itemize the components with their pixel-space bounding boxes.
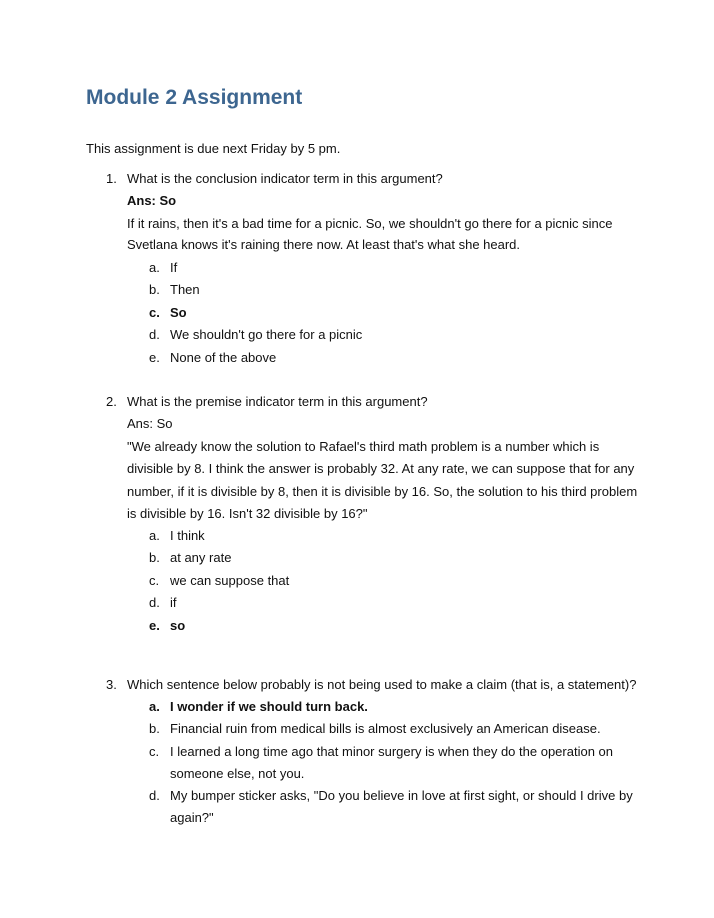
- answer-text: Ans: So: [127, 416, 173, 431]
- option-text: Then: [170, 282, 200, 297]
- option-text: at any rate: [170, 550, 232, 565]
- option-text: We shouldn't go there for a picnic: [170, 327, 363, 342]
- option-letter: b.: [149, 550, 160, 565]
- option-letter: b.: [149, 282, 160, 297]
- option-text: My bumper sticker asks, "Do you believe in love at first sight, or should I drive by: [170, 788, 633, 803]
- option-letter: a.: [149, 260, 160, 275]
- answer-text: Ans: So: [127, 193, 177, 208]
- passage-line: Svetlana knows it's raining there now. At least that's what she heard.: [127, 237, 521, 252]
- option-text-continued: someone else, not you.: [170, 766, 305, 781]
- intro-text: This assignment is due next Friday by 5 pm.: [86, 141, 341, 156]
- option-text: Financial ruin from medical bills is almost exclusively an American disease.: [170, 721, 601, 736]
- option-text: I learned a long time ago that minor surgery is when they do the operation on: [170, 744, 613, 759]
- option-letter: b.: [149, 721, 160, 736]
- option-text: if: [170, 595, 177, 610]
- option-text: I think: [170, 528, 205, 543]
- option-letter: d.: [149, 327, 160, 342]
- question-number: 2.: [106, 394, 117, 409]
- passage-line: is divisible by 16. Isn't 32 divisible by 16?": [127, 506, 368, 521]
- option-text: we can suppose that: [170, 573, 290, 588]
- passage-line: number, if it is divisible by 8, then it is divisible by 16. So, the solution to his third problem: [127, 484, 638, 499]
- passage-line: If it rains, then it's a bad time for a picnic. So, we shouldn't go there for a picnic since: [127, 216, 613, 231]
- option-letter: c.: [149, 744, 160, 759]
- option-text: If: [170, 260, 178, 275]
- passage-line: "We already know the solution to Rafael's third math problem is a number which is: [127, 439, 600, 454]
- page-title: Module 2 Assignment: [86, 86, 303, 109]
- option-text: so: [170, 618, 186, 633]
- option-text: None of the above: [170, 350, 277, 365]
- option-text: I wonder if we should turn back.: [170, 699, 368, 714]
- option-letter: c.: [149, 305, 160, 320]
- option-letter: d.: [149, 788, 160, 803]
- question-text: What is the conclusion indicator term in this argument?: [127, 171, 443, 186]
- option-text: So: [170, 305, 187, 320]
- option-letter: e.: [149, 618, 160, 633]
- option-letter: d.: [149, 595, 160, 610]
- option-text-continued: again?": [170, 810, 214, 825]
- option-letter: e.: [149, 350, 160, 365]
- passage-line: divisible by 8. I think the answer is probably 32. At any rate, we can suppose that for any: [127, 461, 635, 476]
- option-letter: c.: [149, 573, 160, 588]
- question-number: 1.: [106, 171, 117, 186]
- question-number: 3.: [106, 677, 117, 692]
- option-letter: a.: [149, 528, 160, 543]
- option-letter: a.: [149, 699, 160, 714]
- question-text: What is the premise indicator term in this argument?: [127, 394, 428, 409]
- question-text: Which sentence below probably is not being used to make a claim (that is, a statement)?: [127, 677, 637, 692]
